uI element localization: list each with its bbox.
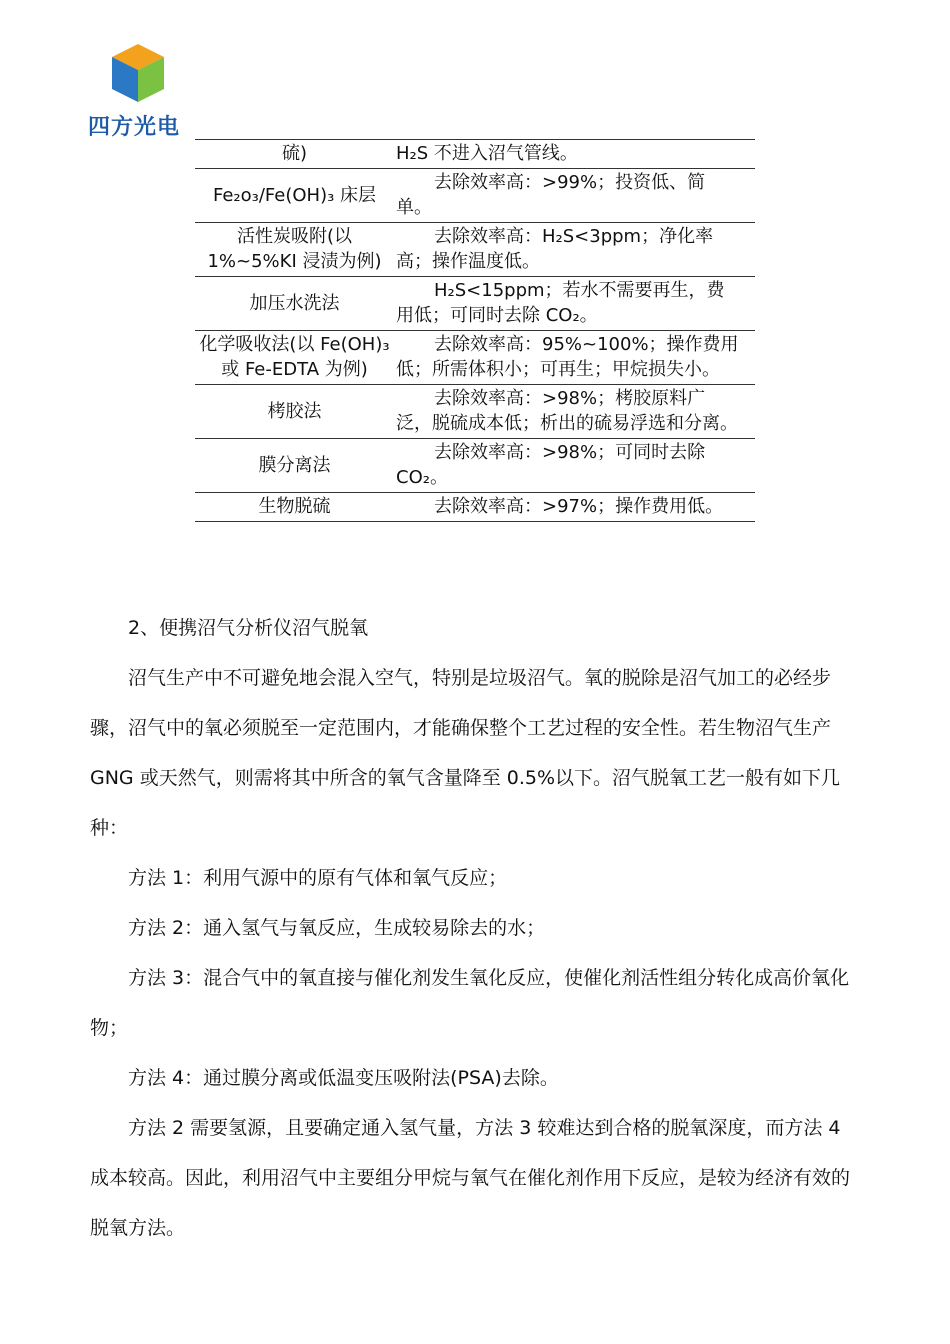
paragraph: 方法 2：通入氢气与氧反应，生成较易除去的水；	[128, 917, 546, 939]
brand-name: 四方光电	[88, 115, 181, 140]
table-row	[195, 223, 755, 277]
table-row	[195, 385, 755, 439]
method-cell: 化学吸收法(以 Fe(OH)₃或 Fe-EDTA 为例)	[195, 331, 394, 385]
table-row	[195, 439, 755, 493]
table-row	[195, 277, 755, 331]
section-heading: 2、便携沼气分析仪沼气脱氧	[128, 617, 369, 639]
description-cell: 去除效率高：>98%；可同时去除 CO₂。	[394, 439, 755, 493]
table-row	[195, 169, 755, 223]
paragraph: 方法 1：利用气源中的原有气体和氧气反应；	[128, 867, 508, 889]
table-row	[195, 331, 755, 385]
cube-logo-icon	[110, 42, 166, 104]
table-row	[195, 140, 755, 169]
paragraph: 方法 3：混合气中的氧直接与催化剂发生氧化反应，使催化剂活性组分转化成高价氧化物；	[90, 967, 850, 1039]
table-row	[195, 493, 755, 522]
method-cell: 膜分离法	[195, 439, 394, 493]
method-cell: 硫)	[195, 140, 394, 169]
method-cell: 栲胶法	[195, 385, 394, 439]
company-logo	[88, 42, 188, 138]
paragraph: 沼气生产中不可避免地会混入空气，特别是垃圾沼气。氧的脱除是沼气加工的必经步骤，沼气中的氧必须脱至一定范围内，才能确保整个工艺过程的安全性。若生物沼气生产 GNG 或天然气，则需将其中所含的氧气含量降至 0.5%以下。沼气脱氧工艺一般有如下几种：	[90, 667, 841, 839]
description-cell: 去除效率高：>98%；栲胶原料广泛，脱硫成本低；析出的硫易浮选和分离。	[394, 385, 755, 439]
description-cell: 去除效率高：>97%；操作费用低。	[394, 493, 755, 522]
method-cell: 活性炭吸附(以 1%~5%KI 浸渍为例)	[195, 223, 394, 277]
description-cell: 去除效率高：>99%；投资低、简单。	[394, 169, 755, 223]
description-cell: 去除效率高：95%~100%；操作费用低；所需体积小；可再生；甲烷损失小。	[394, 331, 755, 385]
method-cell: Fe₂o₃/Fe(OH)₃ 床层	[195, 169, 394, 223]
paragraph: 方法 4：通过膜分离或低温变压吸附法(PSA)去除。	[128, 1067, 559, 1089]
desulfurization-methods-table	[195, 139, 755, 522]
description-cell: 去除效率高：H₂S<3ppm；净化率高；操作温度低。	[394, 223, 755, 277]
method-cell: 生物脱硫	[195, 493, 394, 522]
paragraph: 方法 2 需要氢源，且要确定通入氢气量，方法 3 较难达到合格的脱氧深度，而方法 4 成本较高。因此，利用沼气中主要组分甲烷与氧气在催化剂作用下反应，是较为经济有效的脱氧方法。	[90, 1117, 851, 1239]
description-cell: H₂S<15ppm；若水不需要再生，费用低；可同时去除 CO₂。	[394, 277, 755, 331]
description-cell: H₂S 不进入沼气管线。	[394, 140, 755, 169]
section-body	[90, 603, 865, 1253]
method-cell: 加压水洗法	[195, 277, 394, 331]
